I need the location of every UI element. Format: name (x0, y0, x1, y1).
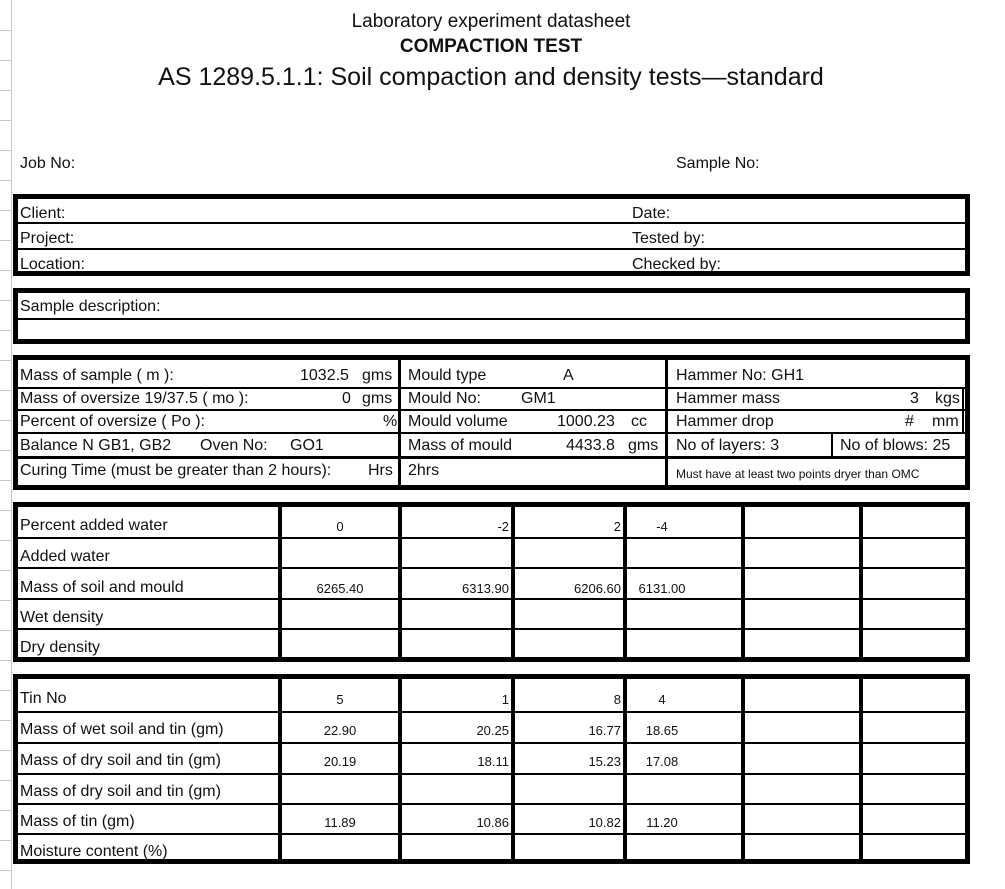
curing-unit: Hrs (368, 462, 393, 479)
moisture-cell: 11.89 (324, 815, 356, 830)
density-row-label: Percent added water (20, 517, 168, 534)
moisture-cell: 10.82 (588, 815, 621, 830)
moisture-cell: 11.20 (646, 815, 678, 830)
dryer-than-omc-note: Must have at least two points dryer than OMC (676, 467, 920, 481)
moisture-cell: 15.23 (588, 754, 621, 769)
sample-description-block (13, 288, 970, 344)
density-cell: 6206.60 (574, 581, 621, 596)
mass-oversize-label: Mass of oversize 19/37.5 ( mo ): (20, 390, 249, 407)
mass-mould-value: 4433.8 (566, 437, 615, 454)
moisture-row-label: Mass of wet soil and tin (gm) (20, 721, 224, 738)
moisture-cell: 1 (501, 692, 509, 707)
project-label: Project: (20, 230, 75, 247)
tested-by-label: Tested by: (632, 230, 705, 247)
moisture-row-label: Mass of dry soil and tin (gm) (20, 783, 221, 800)
client-label: Client: (20, 205, 66, 222)
moisture-cell: 5 (336, 692, 344, 707)
curing-value: 2hrs (408, 462, 440, 479)
hammer-drop-label: Hammer drop (676, 413, 774, 430)
density-cell: 6131.00 (638, 581, 686, 596)
density-row-label: Dry density (20, 639, 101, 656)
moisture-row-label: Tin No (20, 690, 67, 707)
checked-by-label: Checked by: (632, 256, 721, 273)
moisture-cell: 20.19 (323, 754, 357, 769)
job-no-label: Job No: (20, 155, 76, 172)
mould-no-value: GM1 (521, 390, 556, 407)
hammer-drop-value: # (905, 413, 914, 430)
hammer-drop-unit: mm (932, 413, 959, 430)
balance-label: Balance N GB1, GB2 (20, 437, 172, 454)
moisture-cell: 18.65 (645, 723, 679, 738)
mass-mould-unit: gms (628, 437, 659, 454)
density-cell: 0 (336, 519, 344, 534)
percent-unit: % (383, 413, 398, 430)
oven-value: GO1 (290, 437, 324, 454)
mould-no-label: Mould No: (408, 390, 481, 407)
density-cell: -2 (497, 519, 509, 534)
mould-volume-value: 1000.23 (557, 413, 615, 430)
hammer-mass-unit: kgs (935, 390, 960, 407)
percent-oversize-label: Percent of oversize ( Po ): (20, 413, 205, 430)
mould-type-label: Mould type (408, 367, 487, 384)
density-row-label: Added water (20, 548, 110, 565)
date-label: Date: (632, 205, 671, 222)
moisture-cell: 17.08 (645, 754, 679, 769)
standard-title: AS 1289.5.1.1: Soil compaction and density tests—standard (158, 63, 824, 91)
mould-volume-label: Mould volume (408, 413, 508, 430)
moisture-cell: 18.11 (477, 754, 509, 769)
density-cell: -4 (656, 519, 668, 534)
sample-description-label: Sample description: (20, 298, 161, 315)
density-row-label: Mass of soil and mould (20, 579, 184, 596)
moisture-cell: 10.86 (476, 815, 509, 830)
location-label: Location: (20, 256, 85, 273)
moisture-cell: 16.77 (588, 723, 621, 738)
mass-sample-unit: gms (362, 367, 393, 384)
moisture-cell: 22.90 (323, 723, 357, 738)
mass-sample-value: 1032.5 (300, 367, 349, 384)
density-cell: 6313.90 (462, 581, 509, 596)
hammer-mass-label: Hammer mass (676, 390, 781, 407)
mould-type-value: A (563, 367, 574, 384)
hammer-mass-value: 3 (910, 390, 919, 407)
sample-no-label: Sample No: (676, 155, 760, 172)
moisture-cell: 20.25 (476, 723, 509, 738)
blows-label: No of blows: 25 (840, 437, 951, 454)
mass-mould-label: Mass of mould (408, 437, 513, 454)
density-row-label: Wet density (20, 609, 104, 626)
density-cell: 6265.40 (316, 581, 364, 596)
curing-label: Curing Time (must be greater than 2 hours): (20, 462, 332, 479)
mass-oversize-value: 0 (342, 390, 351, 407)
oven-label: Oven No: (200, 437, 268, 454)
moisture-row-label: Mass of tin (gm) (20, 813, 135, 830)
moisture-cell: 8 (613, 692, 621, 707)
client-block (13, 194, 970, 276)
layers-label: No of layers: 3 (676, 437, 780, 454)
moisture-row-label: Moisture content (%) (20, 843, 168, 860)
test-title: COMPACTION TEST (399, 36, 583, 57)
mould-volume-unit: cc (631, 413, 647, 430)
moisture-cell: 4 (658, 692, 666, 707)
hammer-no-label: Hammer No: GH1 (676, 367, 805, 384)
left-margin-ruler (0, 0, 12, 889)
mass-oversize-unit: gms (362, 390, 393, 407)
moisture-row-label: Mass of dry soil and tin (gm) (20, 752, 221, 769)
datasheet-subtitle: Laboratory experiment datasheet (351, 11, 631, 32)
density-cell: 2 (613, 519, 621, 534)
mass-sample-label: Mass of sample ( m ): (20, 367, 174, 384)
